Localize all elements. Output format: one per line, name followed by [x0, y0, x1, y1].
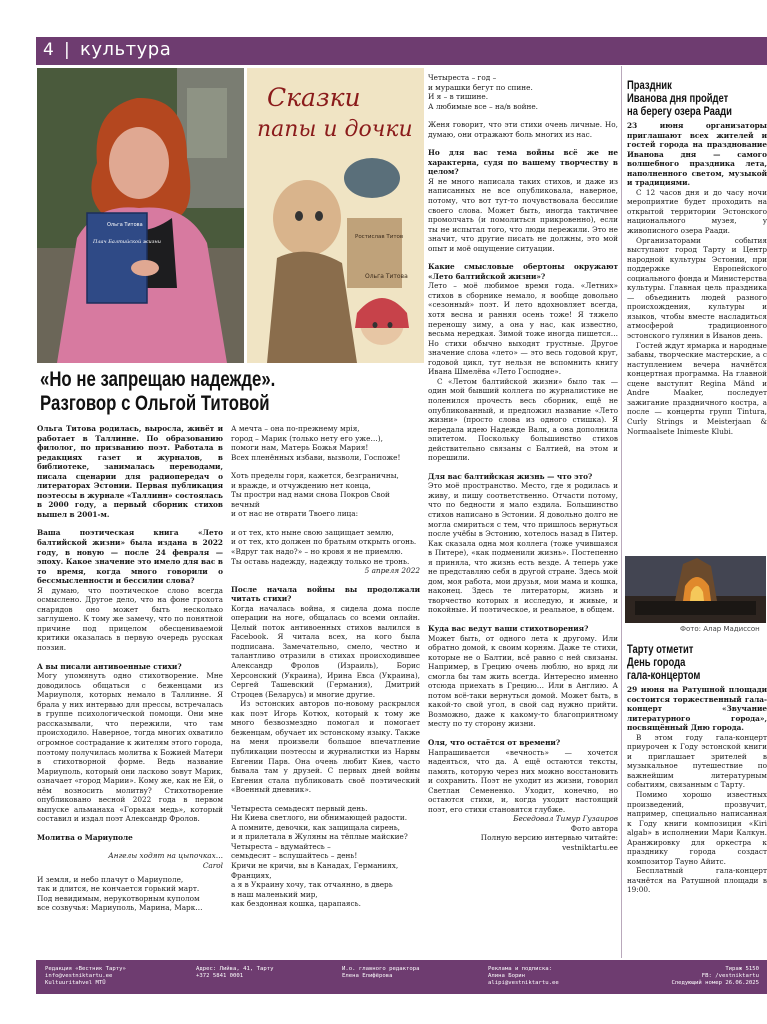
answer-8: Может быть, от одного лета к другому. Или обратно домой, к своим корням. Даже те стихи, которые не о Балтии, всё равно с ней связаны. Например, в Грецию очень люблю, но вряд ли смогла бы там жить всегда. Интересно именно отсюда приехать в Грецию… Или в Англию. А потом всё-таки вернуться домой. Может быть, в какой-то свой угол, в свой сад нужно прийти. Возможно, даже к какому-то благоприятному месту по ту сторону жизни.: [428, 633, 618, 729]
news-2-p1: В этом году гала-концерт приурочен к Году эстонской книги и приглашает зрителей в музыкальное путешествие по важнейшим литературным событиям, связанным с Тарту.: [627, 732, 767, 790]
footer-editorial: [45, 966, 126, 987]
question-3: После начала войны вы продолжали читать стихи?: [231, 584, 420, 604]
answer-7: Это моё пространство. Место, где я родилась и живу, и пишу соответственно. Отчасти потому, что по бедности я мало ездила. Большинство стихов написано в Эстонии. Я довольно долго не могла смириться с тем, что пришлось вернуться после учёбы в Эстонию, хотелось назад в Питер. Как сказала одна моя коллега (тоже учившаяся в Питере), «как подменили жизнь». Постепенно я приняла, что жизнь есть везде. А теперь уже не представляю себя в другой стране. Здесь мой дом, моя работа, мои друзья, мои мама и кошка, наконец. Здесь те литераторы, жизнь и творчество которых я исследую, и живые, и покойные. И поэтическое, и реальное, в общем.: [428, 481, 618, 615]
answer-9: Напрашивается «вечность» — хочется надеяться, что да. А ещё остаются тексты, память, которую через них можно восстановить и сохранить. Поэт не уходит из жизни, говорил Светлан Семененко. Уходит, конечно, но остаются стихи, и, когда уходит настоящий поэт, его стихи становятся глубже.: [428, 747, 618, 814]
footer-editorial-email[interactable]: info@vestniktartu.ee: [45, 973, 113, 979]
question-7: Для вас балтийская жизнь — что это?: [428, 471, 593, 481]
news-1-title-line1: Праздник: [627, 80, 672, 92]
footer-editor-role: И.о. главного редактора: [342, 966, 420, 972]
byline: Беседовал Тимур Гузаиров: [513, 814, 618, 824]
poem-stanza-3: Хоть пределы горя, кажется, безграничны, и вражде, и отчуждению нет конца, Ты простри над нами снова Покров Свой вечный и от нас не отврати Твоего лица:: [231, 471, 399, 519]
site-link[interactable]: vestniktartu.ee: [562, 843, 618, 853]
book-author-text: Ольга Титова: [107, 222, 143, 228]
question-2: А вы писали антивоенные стихи?: [37, 661, 182, 671]
poem-2-ending: Четыреста – год – и мурашки бегут по спине. И я – в тишине. А любимые все – на/в войне.: [428, 73, 538, 111]
sidebar-divider: [621, 66, 622, 958]
footer-editor: [342, 966, 419, 980]
news-1-p2: Организаторами события выступают город Тарту и Центр народной культуры Эстонии, при поддержке Европейского социального фонда и Министерства культуры. Главная цель праздника — объединить людей разного происхождения, культуры и языков, чтобы вместе насладиться атмосферой традиционного эстонского гуляния в Иванов день.: [627, 235, 767, 341]
answer-6-cont: С «Летом балтийской жизни» было так — один мой бывший коллега по журналистике не поленился прочесть весь сборник, ещё не опубликованный, и предложил название «Лето жизни» (просто слова из одного стишка). Я передала идею Надежде Валк, а она дополнила эпитетом. Поскольку большинство стихов действительно связаны с Балтией, на этом и порешили.: [428, 376, 618, 463]
poem-title: Молитва о Мариуполе: [37, 832, 133, 842]
footer-address-line: Адрес: Лийва, 41, Тарту: [196, 966, 274, 972]
article-column-2: [231, 424, 420, 909]
footer-editorial-name: Редакция «Вестник Тарту»: [45, 966, 126, 972]
footer-circulation: Тираж 5150: [725, 966, 759, 972]
article-column-3: [428, 73, 618, 853]
question-9: Оля, что остаётся от времени?: [428, 738, 561, 747]
footer-publisher: Kultuuritahvel MTÜ: [45, 980, 106, 986]
footer-ads-name: Алина Борин: [488, 973, 526, 979]
news-2-title-line3: гала-концертом: [627, 670, 701, 682]
news-2-title-line1: Тарту отметит: [627, 644, 694, 656]
news-2-p2: Помимо хорошо известных произведений, прозвучит, например, специально написанная к Году книги композиция «Kiri algab» в исполнении Мари Калкун. Аранжировку для оркестра к празднику города создаст композитор Тауно Айитс.: [627, 790, 767, 866]
answer-3: Когда началась война, я сидела дома после операции на ноге, общалась со всеми онлайн. Целый поток антивоенных стихов вылился в Facebook. Я читала всех, на кого была подписана. Замечательно, смело, честно и талантливо отразили в стихах происходившее Александр Фролов (Израиль), Борис Херсонский (Украина), Ирина Евса (Украина), Сергей Ташевский (Германия), Дмитрий Строцев (Беларусь) и многие другие.: [231, 603, 420, 699]
news-2-title: [627, 644, 762, 683]
poem-stanza-4: и от тех, кто ныне свою защищает землю, и от тех, кто должен по братьям открыть огонь. «Вдруг так надо?» – но кровя я не приемлю. Ты оставь надежду, надежду только не тронь.: [231, 527, 417, 566]
footer-phone: +372 5841 0001: [196, 973, 244, 979]
cover-title-line2: папы и дочки: [257, 117, 413, 142]
poem-stanza-1: И земля, и небо плачут о Мариуполе, так и длится, не кончается горький март. Под невидимым, нерукотворным куполом все созвучья: Мариуполь, Марина, Марк…: [37, 874, 203, 913]
bonfire-photo: [625, 556, 766, 623]
headline-line1: «Но не запрещаю надежде».: [40, 367, 276, 391]
article-intro: Ольга Титова родилась, выросла, живёт и работает в Таллинне. По образованию филолог, по призванию поэт. Работала в редакциях газет и журналов, в библиотеке, занималась переводами, писала сценарии для радиопередач о литераторах Эстонии. Первая публикация поэтессы в журнале «Таллинн» состоялась в 2000 году, а первый сборник стихов вышел в 2001-м.: [37, 424, 223, 519]
portrait-illustration: [37, 68, 244, 363]
footer-ads-label: Реклама и подписка:: [488, 966, 552, 972]
news-1-title-line3: на берегу озера Раади: [627, 106, 732, 118]
cover-author1: Ростислав Титов: [355, 234, 404, 240]
footer-ads-email[interactable]: alipi@vestniktartu.ee: [488, 980, 559, 986]
portrait-photo: [37, 68, 244, 363]
news-1-lead: 23 июня организаторы приглашают всех жителей и гостей города на празднование Иванова дня — самого волшебного праздника лета, наполненного светом, музыкой и традициями.: [627, 121, 767, 188]
sidebar-news-2: [627, 644, 767, 895]
footer-info: [671, 966, 759, 987]
section-header: [36, 37, 767, 65]
book-cover-illustration: [247, 68, 424, 363]
footer-ads: [488, 966, 559, 987]
news-1-p3: Гостей ждут ярмарка и народные забавы, творческие мастерские, а с наступлением вечера начнётся концертная программа. На главной сцене выступят Regina Mänd и Andre Maaker, последует зажигание праздничного костра, а после — концерты групп Tintura, Curly Strings и Meisterjaan & Normaalsete Inimeste Klubi.: [627, 340, 767, 436]
news-1-title-line2: Иванова дня пройдет: [627, 93, 729, 105]
cover-title-line1: Сказки: [267, 83, 361, 112]
page-footer: [36, 960, 767, 994]
bonfire-photo-caption: Фото: Алар Мадиссон: [680, 625, 760, 633]
photo-credit: Фото автора: [570, 823, 618, 833]
answer-4: Женя говорит, что эти стихи очень личные. Но, думаю, они отражают боль многих из нас.: [428, 120, 618, 139]
headline-line2: Разговор с Ольгой Титовой: [40, 391, 270, 415]
cover-author2: Ольга Титова: [365, 273, 408, 280]
article-headline: [40, 367, 418, 415]
news-2-title-line2: День города: [627, 657, 686, 669]
answer-1: Я думаю, что поэтическое слово всегда осмыслено. Другое дело, что на фоне грохота снарядов оно может быть несколько заглушено. К тому же замечу, что по понятной причине под прицелом обесцениваемой критики оказалась в первую очередь русская поэзия.: [37, 585, 223, 653]
question-5: Но для вас тема войны всё же не характерна, судя по вашему творчеству в целом?: [428, 148, 618, 177]
news-1-p1: С 12 часов дня и до часу ночи мероприятие будет проходить на открытой территории Эстонского национального музея, у живописного озера Раади.: [627, 187, 767, 236]
book-title-text: Плач Балтийской жизни: [93, 239, 161, 245]
poem-2: Четыреста семьдесят первый день. Ни Киева светлого, ни обнимающей радости. А помните, девочки, как защищала сирень, и я прилетала в Жуляны на тёплые майские? Четыреста – вдумайтесь – семьдесят – вслушайтесь – день! Кричи не кричи, вы в Канадах, Германиях, Франциях, а я в Украину хочу, так отчаянно, в дверь в наш маленький мир, как бездонная кошка, царапаясь.: [231, 803, 408, 909]
answer-6: Лето – моё любимое время года. «Летних» стихов в сборнике немало, я вообще довольно «сезонный» поэт. И лето вдохновляет всегда, хотя весна и ранняя осень тоже! Я тяжело переношу зиму, а она у нас, как известно, весьма нередкая. Зимой тоже иногда пишется… Но стихи обычно выходят грустные. Другое значение слова «лето» — это весь годовой круг, годовой цикл, тут нельзя не вспомнить книгу Ивана Шмелёва «Лето Господне».: [428, 281, 618, 377]
poem-date: 5 апреля 2022: [364, 566, 420, 576]
answer-5: Я не много написала таких стихов, и даже из написанных не все опубликовала, наверное, потому, что вот тут-то почувствовала бессилие своего слова. Может быть, иногда тактичнее промолчать (и помолиться прикровенно), если ты не испытал того, что люди пережили. Это не значит, что другие писать не должны, это мой опыт и моё ощущение ситуации.: [428, 176, 618, 253]
question-1: Ваша поэтическая книга «Лето балтийской жизни» была издана в 2022 году, в новую — после 24 февраля — эпоху. Какое значение это имело для вас в то время, когда много говорили о бессмысленности и бессилии слова?: [37, 528, 223, 586]
book-cover-image: [247, 68, 424, 363]
page-number: 4: [43, 40, 54, 60]
poem-epigraph: Ангелы ходят на цыпочках…: [108, 851, 223, 861]
article-column-1: [37, 424, 223, 913]
section-title: культура: [80, 39, 172, 60]
answer-2: Могу упомянуть одно стихотворение. Мне доводилось общаться с беженцами из Мариуполя, которых немало в Таллинне. Я брала у них интервью для прессы, встречалась в группе психологической помощи. Они мне рассказывали, что пережили, что там происходило. Наверное, тогда многих охватило огромное сострадание к жителям этого города, поэтому получилась молитва к Божией Матери в стихотворной форме. Ведь название Мариуполь, который они ласково зовут Марик, означает «город Марии». Кому же, как не Ей, о нём возносить молитву? Стихотворение опубликовано весной 2022 года в первом выпуске альманаха «Горькая медь», который составил и издал поэт Александр Фролов.: [37, 671, 223, 824]
footer-facebook[interactable]: FB: /vestniktartu: [701, 973, 759, 979]
epigraph-author: Carol: [202, 860, 223, 870]
answer-3-cont: Из эстонских авторов по-новому раскрылся как поэт Игорь Котюх, который к тому же много безвозмездно помогал и помогает беженцам, обучает их эстонскому языку. Также на меня произвели большое впечатление публикации поэтессы и журналистки из Нарвы Евгении Парв. Она очень любит Киев, часто бывала там у друзей. С первых дней войны Евгения стала публиковать своё поэтический «Военный дневник».: [231, 699, 420, 795]
footer-next-issue: Следующий номер 26.06.2025: [671, 980, 759, 986]
news-2-lead: 29 июня на Ратушной площади состоится торжественный гала-концерт «Звучание литературного города», посвящённый Дню города.: [627, 685, 767, 733]
news-1-title: [627, 80, 762, 119]
footer-address: [196, 966, 273, 980]
footer-editor-name: Елена Елифёрова: [342, 973, 393, 979]
bonfire-illustration: [625, 556, 766, 623]
news-2-p3: Бесплатный гала-концерт начнётся на Ратушной площади в 19:00.: [627, 866, 767, 895]
full-version-note: Полную версию интервью читайте:: [480, 833, 618, 843]
header-separator: |: [64, 40, 70, 60]
question-8: Куда вас ведут ваши стихотворения?: [428, 623, 589, 633]
question-6: Какие смысловые обертоны окружают «Лето балтийской жизни»?: [428, 262, 618, 281]
sidebar-news-1: [627, 80, 767, 436]
poem-stanza-2: А мечта – она по-прежнему мрія, город – Марик (только нету его уже…), помоги нам, Матерь Божья Мария! Всех пленённых избави, вызволи, Госпоже!: [231, 424, 401, 462]
